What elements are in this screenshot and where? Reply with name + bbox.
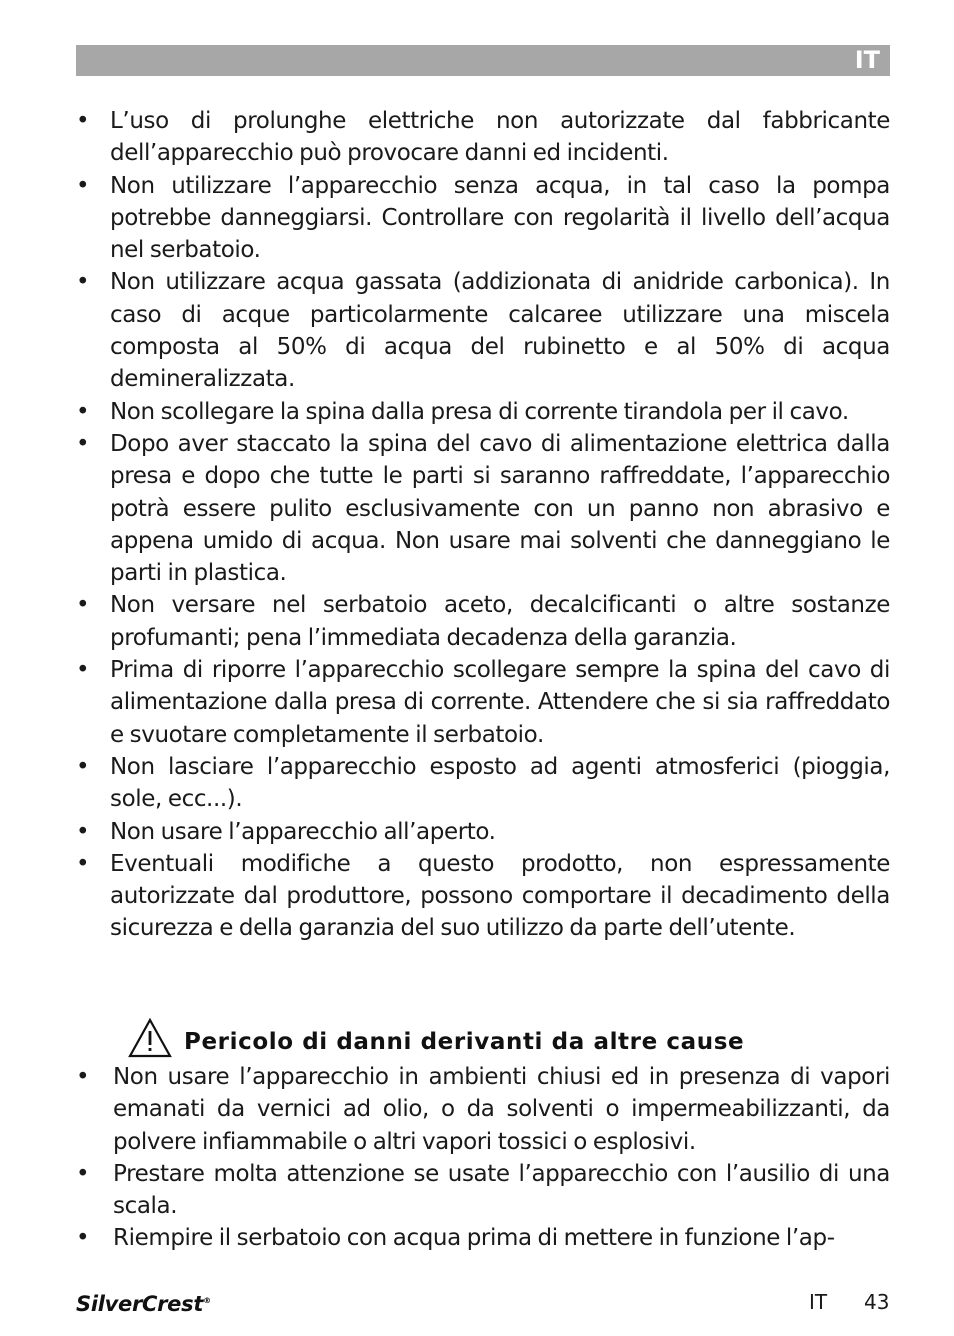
- bullet-icon: •: [76, 1064, 90, 1090]
- list-item-text: Non lasciare l’apparecchio esposto ad agenti atmosferici (pioggia, sole, ecc...).: [110, 753, 890, 813]
- bullet-icon: •: [76, 818, 90, 845]
- list-item: [76, 751, 890, 816]
- list-item-text: Non scollegare la spina dalla presa di corrente tirandola per il cavo.: [110, 398, 849, 425]
- list-item: [76, 396, 890, 428]
- list-item-text: Prima di riporre l’apparecchio scollegare sempre la spina del cavo di alimentazione dalla presa di corrente. Attendere che si sia raffreddato e svuotare completamente il serbatoio.: [110, 657, 890, 748]
- brand-logo: [76, 1288, 211, 1317]
- list-item-text: Non utilizzare acqua gassata (addizionata di anidride carbonica). In caso di acque particolarmente calcaree utilizzare una miscela composta al 50% di acqua del rubinetto e al 50% di acqua demineralizzata.: [110, 269, 890, 393]
- safety-list: [76, 105, 890, 945]
- list-item: [76, 428, 890, 589]
- bullet-icon: •: [76, 430, 90, 457]
- header-language-tag: IT: [854, 46, 880, 74]
- list-item-text: Prestare molta attenzione se usate l’apparecchio con l’ausilio di una scala.: [113, 1160, 890, 1220]
- list-item: [76, 266, 890, 395]
- footer-language: IT: [809, 1290, 828, 1314]
- list-item-text: Eventuali modifiche a questo prodotto, non espressamente autorizzate dal produttore, possono comportare il decadimento della sicurezza e della garanzia del suo utilizzo da parte dell’utente.: [110, 850, 890, 942]
- header-bar: [76, 45, 890, 76]
- section-heading: [128, 1016, 744, 1058]
- bullet-icon: •: [76, 1160, 90, 1187]
- list-item: [76, 589, 890, 654]
- list-item: [76, 654, 890, 751]
- list-item: [76, 1222, 890, 1254]
- bullet-icon: •: [76, 657, 90, 684]
- bullet-icon: •: [76, 269, 90, 296]
- bullet-icon: •: [76, 172, 90, 199]
- registered-mark: ®: [203, 1296, 211, 1305]
- list-item-text: Non usare l’apparecchio all’aperto.: [110, 818, 496, 845]
- list-item: [76, 1158, 890, 1223]
- list-item: [76, 848, 890, 945]
- page-number: 43: [864, 1290, 890, 1314]
- list-item-text: Non usare l’apparecchio in ambienti chiusi ed in presenza di vapori emanati da vernici ad olio, o da solventi o impermeabilizzanti, da polvere infiammabile o altri vapori tossici o esplosivi.: [113, 1064, 890, 1155]
- section-heading-text: Pericolo di danni derivanti da altre cause: [184, 1029, 745, 1055]
- list-item-text: L’uso di prolunghe elettriche non autorizzate dal fabbricante dell’apparecchio può provocare danni ed incidenti.: [110, 108, 890, 167]
- bullet-icon: •: [76, 108, 90, 134]
- list-item: [76, 170, 890, 267]
- list-item-text: Riempire il serbatoio con acqua prima di mettere in funzione l’ap-: [113, 1225, 835, 1252]
- hazard-list: [76, 1061, 890, 1255]
- list-item-text: Non utilizzare l’apparecchio senza acqua, in tal caso la pompa potrebbe danneggiarsi. Controllare con regolarità il livello dell’acqua nel serbatoio.: [110, 172, 890, 264]
- brand-name: SilverCrest: [76, 1292, 204, 1316]
- warning-triangle-icon: [128, 1018, 172, 1058]
- list-item: [76, 1061, 890, 1158]
- bullet-icon: •: [76, 398, 90, 425]
- list-item: [76, 105, 890, 170]
- bullet-icon: •: [76, 753, 90, 780]
- bullet-icon: •: [76, 1225, 90, 1252]
- bullet-icon: •: [76, 592, 90, 619]
- list-item: [76, 816, 890, 848]
- list-item-text: Dopo aver staccato la spina del cavo di alimentazione elettrica dalla presa e dopo che tutte le parti si saranno raffreddate, l’apparecchio potrà essere pulito esclusivamente con un panno non abrasivo e appena umido di acqua. Non usare mai solventi che danneggiano le parti in plastica.: [110, 430, 890, 587]
- bullet-icon: •: [76, 850, 90, 877]
- list-item-text: Non versare nel serbatoio aceto, decalcificanti o altre sostanze profumanti; pena l’immediata decadenza della garanzia.: [110, 592, 890, 651]
